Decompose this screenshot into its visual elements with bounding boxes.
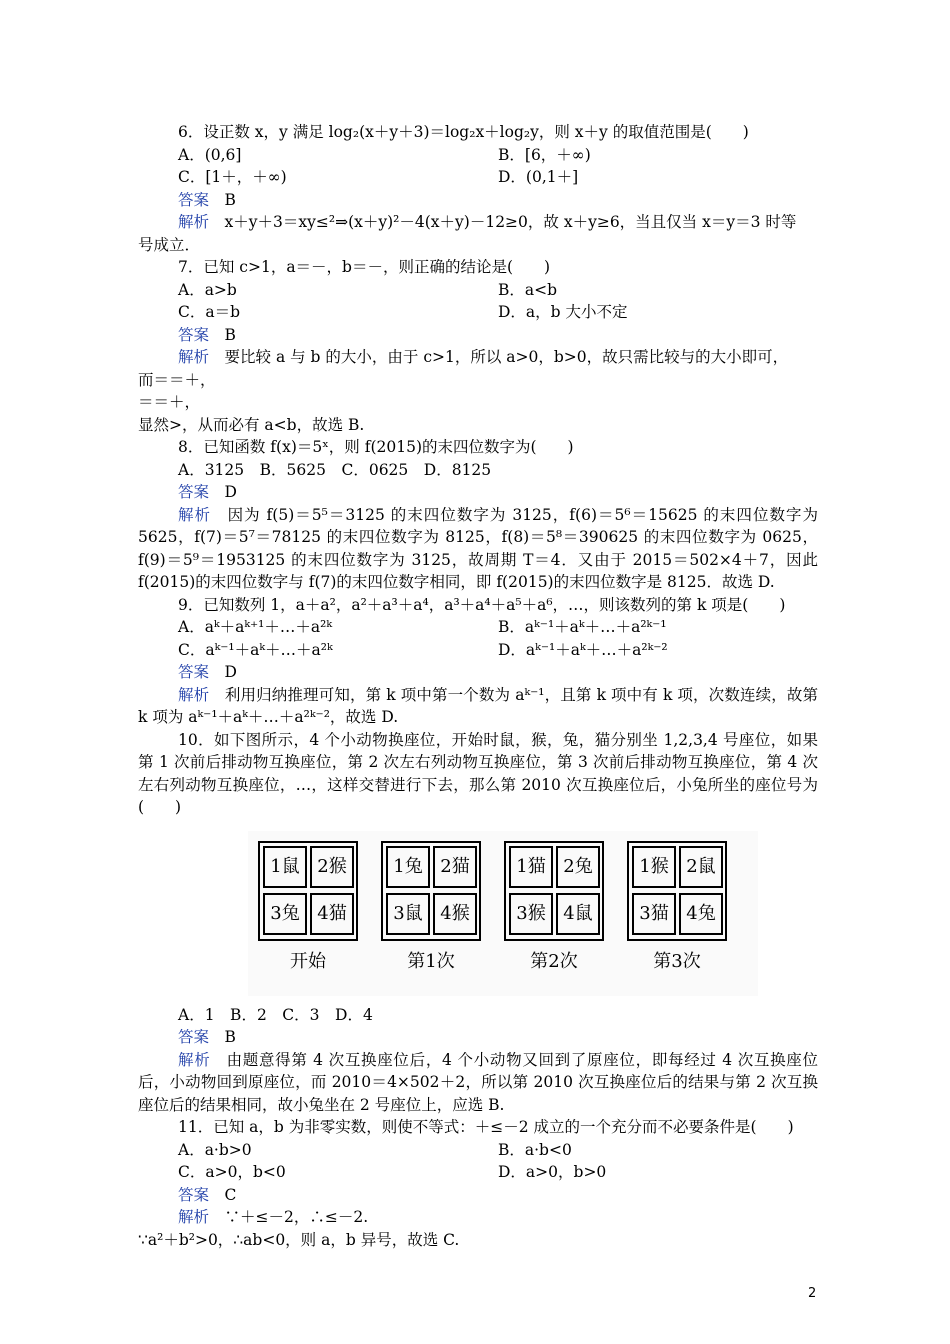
seat-cell: 4猴 bbox=[433, 893, 477, 935]
analysis-label: 解析 bbox=[178, 685, 210, 704]
q11-stem: 11．已知 a，b 为非零实数，则使不等式：＋≤－2 成立的一个充分而不必要条件是( ) bbox=[178, 1118, 794, 1136]
q7-analysis-line2: 而＝＝＋， bbox=[138, 370, 216, 389]
analysis-label: 解析 bbox=[178, 213, 210, 231]
figure-panel-3 bbox=[627, 841, 731, 974]
seat-cell: 3兔 bbox=[263, 893, 307, 935]
seat-cell: 2猴 bbox=[310, 846, 354, 888]
figure-caption: 开始 bbox=[290, 950, 326, 972]
analysis-label: 解析 bbox=[178, 348, 210, 366]
figure-panel-1 bbox=[381, 841, 485, 974]
seat-cell: 3猴 bbox=[509, 893, 553, 935]
figure-caption: 第3次 bbox=[653, 950, 701, 972]
q10-options: A．1 B．2 C．3 D．4 bbox=[178, 1005, 373, 1024]
q9-option-b: B．aᵏ⁻¹＋aᵏ＋…＋a²ᵏ⁻¹ bbox=[498, 618, 667, 636]
answer-label: 答案 bbox=[178, 1185, 210, 1204]
answer-label: 答案 bbox=[178, 663, 210, 681]
seat-cell: 1猫 bbox=[509, 846, 553, 888]
q10-analysis-text: 由题意得第 4 次互换座位后，4 个小动物又回到了原座位，即每经过 4 次互换座位后，小动物回到原座位，而 2010＝4×502＋2，所以第 2010 次互换座位后的结果与第 2 次互换座位后的结果相同，故小兔坐在 2 号座位上，应选 B. bbox=[138, 1050, 818, 1114]
q7-options-row1 bbox=[138, 279, 818, 302]
q9-options-row1 bbox=[138, 616, 818, 639]
q7-option-d: D．a，b 大小不定 bbox=[498, 303, 628, 321]
seat-cell: 2鼠 bbox=[679, 846, 723, 888]
document-page bbox=[138, 121, 818, 1251]
q9-option-d: D．aᵏ⁻¹＋aᵏ＋…＋a²ᵏ⁻² bbox=[498, 640, 668, 659]
q8-analysis bbox=[138, 504, 818, 594]
seat-cell: 1兔 bbox=[386, 846, 430, 888]
q9-options-row2 bbox=[138, 639, 818, 662]
seat-cell: 2兔 bbox=[556, 846, 600, 888]
q11-options-row2 bbox=[138, 1161, 818, 1184]
seat-cell: 2猫 bbox=[433, 846, 477, 888]
q7-answer bbox=[138, 324, 818, 347]
analysis-label: 解析 bbox=[178, 505, 212, 524]
analysis-label: 解析 bbox=[178, 1208, 210, 1226]
seat-cell: 4猫 bbox=[310, 893, 354, 935]
seat-grid bbox=[627, 841, 727, 941]
seat-cell: 3猫 bbox=[632, 893, 676, 935]
seat-cell: 4鼠 bbox=[556, 893, 600, 935]
seat-cell: 4兔 bbox=[679, 893, 723, 935]
answer-label: 答案 bbox=[178, 325, 210, 344]
q7-analysis-text: 要比较 a 与 b 的大小，由于 c>1，所以 a>0，b>0，故只需比较与的大小即可， bbox=[224, 348, 789, 366]
q6-answer bbox=[138, 189, 818, 212]
q6-option-b: B．[6，＋∞) bbox=[498, 145, 591, 164]
seat-grid bbox=[504, 841, 604, 941]
seat-swap-figure bbox=[248, 831, 758, 996]
q7-analysis-line4: 显然>，从而必有 a<b，故选 B. bbox=[138, 415, 365, 434]
q11-option-b: B．a·b<0 bbox=[498, 1140, 572, 1159]
q8-answer bbox=[138, 481, 818, 504]
q7-options-row2 bbox=[138, 301, 818, 324]
q9-answer-value: D bbox=[224, 663, 237, 681]
q8-analysis-text: 因为 f(5)＝5⁵＝3125 的末四位数字为 3125，f(6)＝5⁶＝15625 的末四位数字为 5625，f(7)＝5⁷＝78125 的末四位数字为 8125，f(8)＝5⁸＝390625 的末四位数字为 0625，f(9)＝5⁹＝1953125 的末四位数字为 3125，故周期 T＝4．又由于 2015＝502×4＋7，因此 f(2015)的末四位数字与 f(7)的末四位数字相同，即 f(2015)的末四位数字是 8125．故选 D. bbox=[138, 505, 818, 591]
q11-analysis bbox=[138, 1206, 818, 1229]
q11-option-d: D．a>0，b>0 bbox=[498, 1163, 607, 1181]
q6-option-d: D．(0,1＋] bbox=[498, 168, 579, 186]
seat-cell: 1猴 bbox=[632, 846, 676, 888]
figure-panel-start bbox=[258, 841, 362, 974]
q11-answer bbox=[138, 1184, 818, 1207]
q11-analysis-cont: ∵a²＋b²>0，∴ab<0，则 a，b 异号，故选 C. bbox=[138, 1230, 460, 1249]
q7-analysis-line3: ＝＝＋， bbox=[138, 393, 201, 411]
q11-analysis-text: ∵＋≤－2，∴≤－2. bbox=[224, 1208, 369, 1226]
q7-stem: 7．已知 c>1，a＝－，b＝－，则正确的结论是( ) bbox=[178, 258, 551, 276]
q7-option-a: A．a>b bbox=[178, 280, 237, 299]
q6-analysis-cont: 号成立． bbox=[138, 235, 201, 254]
q11-answer-value: C bbox=[224, 1185, 237, 1204]
page-number: 2 bbox=[808, 1286, 817, 1301]
analysis-label: 解析 bbox=[178, 1050, 211, 1069]
q7-answer-value: B bbox=[224, 325, 236, 344]
figure-panel-2 bbox=[504, 841, 608, 974]
q10-answer-value: B bbox=[224, 1028, 236, 1046]
seat-grid bbox=[381, 841, 481, 941]
q6-analysis-text: x＋y＋3＝xy≤²⇒(x＋y)²－4(x＋y)－12≥0，故 x＋y≥6，当且仅当 x＝y＝3 时等 bbox=[224, 213, 797, 231]
q6-analysis bbox=[138, 211, 818, 234]
q9-analysis-text: 利用归纳推理可知，第 k 项中第一个数为 aᵏ⁻¹，且第 k 项中有 k 项，次数连续，故第 k 项为 aᵏ⁻¹＋aᵏ＋…＋a²ᵏ⁻²，故选 D. bbox=[138, 685, 818, 726]
q10-analysis bbox=[138, 1049, 818, 1117]
q8-answer-value: D bbox=[224, 483, 237, 501]
figure-caption: 第1次 bbox=[407, 950, 455, 972]
figure-caption: 第2次 bbox=[530, 950, 578, 972]
q6-options-row1 bbox=[138, 144, 818, 167]
q9-analysis bbox=[138, 684, 818, 729]
q8-options: A．3125 B．5625 C．0625 D．8125 bbox=[178, 460, 492, 479]
q9-option-c: C．aᵏ⁻¹＋aᵏ＋…＋a²ᵏ bbox=[178, 640, 333, 659]
q10-answer bbox=[138, 1026, 818, 1049]
q7-option-b: B．a<b bbox=[498, 280, 558, 299]
answer-label: 答案 bbox=[178, 190, 210, 209]
q9-option-a: A．aᵏ＋aᵏ⁺¹＋…＋a²ᵏ bbox=[178, 618, 332, 636]
q11-option-a: A．a·b>0 bbox=[178, 1140, 252, 1159]
answer-label: 答案 bbox=[178, 1028, 210, 1046]
q6-stem: 6．设正数 x，y 满足 log₂(x＋y＋3)＝log₂x＋log₂y，则 x＋y 的取值范围是( ) bbox=[178, 123, 749, 141]
q9-stem: 9．已知数列 1，a＋a²，a²＋a³＋a⁴，a³＋a⁴＋a⁵＋a⁶，…，则该数列的第 k 项是( ) bbox=[178, 595, 786, 614]
q10-stem: 10．如下图所示，4 个小动物换座位，开始时鼠，猴，兔，猫分别坐 1,2,3,4 号座位，如果第 1 次前后排动物互换座位，第 2 次左右列动物互换座位，第 3 次前后排动物互换座位，第 4 次左右列动物互换座位，…，这样交替进行下去，那么第 2010 次互换座位后，小兔所坐的座位号为( ) bbox=[138, 730, 818, 816]
q9-answer bbox=[138, 661, 818, 684]
q11-options-row1 bbox=[138, 1139, 818, 1162]
q8-stem: 8．已知函数 f(x)＝5ˣ，则 f(2015)的末四位数字为( ) bbox=[178, 438, 574, 456]
seat-cell: 1鼠 bbox=[263, 846, 307, 888]
q6-option-c: C．[1＋，＋∞) bbox=[178, 168, 287, 186]
q7-analysis bbox=[138, 346, 818, 369]
q11-option-c: C．a>0，b<0 bbox=[178, 1163, 286, 1181]
seat-grid bbox=[258, 841, 358, 941]
answer-label: 答案 bbox=[178, 483, 210, 501]
q6-option-a: A．(0,6] bbox=[178, 145, 242, 164]
q6-answer-value: B bbox=[224, 190, 236, 209]
seat-cell: 3鼠 bbox=[386, 893, 430, 935]
q6-options-row2 bbox=[138, 166, 818, 189]
q7-option-c: C．a＝b bbox=[178, 303, 241, 321]
